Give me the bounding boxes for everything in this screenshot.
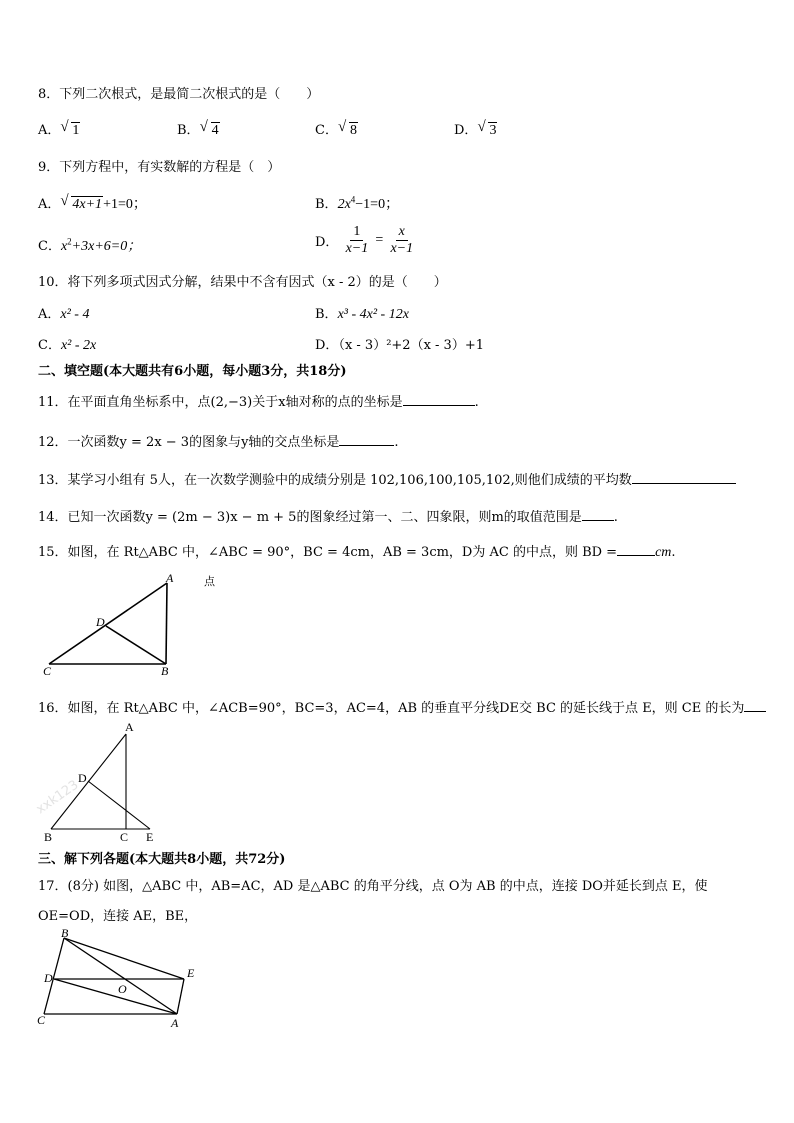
figure-17-quadrilateral [32,926,212,1034]
point-C-label: C [43,664,52,678]
figure-16-triangle [33,718,170,844]
point-A-label: A [166,571,174,585]
question-17-line1: 17．(8分) 如图，△ABC 中，AB=AC，AD 是△ABC 的角平分线，点 O为 AB 的中点，连接 DO并延长到点 E，使 [38,879,708,894]
segment-BA [166,583,167,664]
point-C-label: C [120,830,129,844]
answer-blank-16[interactable] [744,711,766,712]
segment-DA [54,979,177,1014]
point-B-label: B [161,664,169,678]
point-A-label: A [171,1016,179,1030]
segment-AC [49,583,167,664]
q8-option-c[interactable]: C． √ 8 [315,119,357,138]
answer-blank-15[interactable] [617,555,655,556]
segment-EA [177,979,184,1014]
question-14: 14．已知一次函数y = (2m − 3)x − m + 5的图象经过第一、二、四象限，则m的取值范围是 . [38,510,618,525]
fraction-left: $\frac{1}{x-1}$ [345,224,369,256]
point-E-label: E [146,830,154,844]
answer-blank-12[interactable] [339,445,394,446]
point-D-label: D [44,971,53,985]
question-10-stem: 10．将下列多项式因式分解，结果中不含有因式（x - 2）的是（ ） [38,275,447,290]
question-12: 12．一次函数y = 2x − 3的图象与y轴的交点坐标是 . [38,435,399,450]
point-B-label: B [44,830,53,844]
point-D-label: D [78,771,87,785]
question-16: 16．如图，在 Rt△ABC 中，∠ACB=90°，BC=3，AC=4，AB 的垂直平分线DE交 BC 的延长线于点 E，则 CE 的长为 [38,697,766,716]
q10-option-a[interactable]: A．x² - 4 [38,307,90,322]
point-A-label: A [125,720,134,734]
point-C-label: C [37,1013,46,1027]
q8-option-b[interactable]: B． √ 4 [177,119,219,138]
question-17-line2: OE=OD，连接 AE，BE， [38,909,198,924]
segment-BE [64,938,184,979]
q9-option-a[interactable]: A． √ 4x+1+1=0； [38,193,147,212]
point-E-label: E [187,966,195,980]
answer-blank-11[interactable] [403,405,475,406]
q10-option-b[interactable]: B．x³ - 4x² - 12x [315,307,409,322]
fraction-right: $\frac{x}{x-1}$ [390,224,414,256]
question-11: 11．在平面直角坐标系中，点(2,−3)关于x轴对称的点的坐标是 . [38,395,479,410]
section-3-heading: 三、解下列各题(本大题共8小题，共72分) [38,852,286,867]
q10-option-d[interactable]: D．（x - 3）²+2（x - 3）+1 [315,338,484,353]
q10-option-c[interactable]: C．x² - 2x [38,338,97,353]
point-B-label: B [61,926,69,940]
question-9-stem: 9．下列方程中，有实数解的方程是（ ） [38,160,281,175]
question-13: 13．某学习小组有 5人，在一次数学测验中的成绩分别是 102,106,100,105,102,则他们成绩的平均数 [38,469,736,488]
section-2-heading: 二、填空题(本大题共有6小题，每小题3分，共18分) [38,364,347,379]
segment-BA [64,938,177,1014]
q9-option-b[interactable]: B．$2x^4-1=0$； [315,194,400,212]
point-D-label: D [96,615,105,629]
figure-15-triangle [40,568,240,680]
q9-option-c[interactable]: C．$x^2+3x+6=0$； [38,236,142,254]
answer-blank-14[interactable] [582,520,614,521]
stray-text: 点 [204,575,215,588]
point-O-label: O [118,982,127,996]
q8-option-d[interactable]: D． √ 3 [454,119,497,138]
segment-DB [106,626,166,664]
q8-option-a[interactable]: A． √ 1 [38,119,80,138]
q9-option-d[interactable]: D． $\frac{1}{x-1}$ = $\frac{x}{x-1}$ [315,224,416,257]
answer-blank-13[interactable] [632,483,736,484]
watermark: xxk123 [33,777,82,818]
question-15: 15．如图，在 Rt△ABC 中，∠ABC = 90°，BC = 4cm，AB = 3cm，D为 AC 的中点，则 BD = cm. [38,545,676,560]
question-8-stem: 8．下列二次根式，是最简二次根式的是（ ） [38,87,320,102]
segment-DE [88,781,150,829]
